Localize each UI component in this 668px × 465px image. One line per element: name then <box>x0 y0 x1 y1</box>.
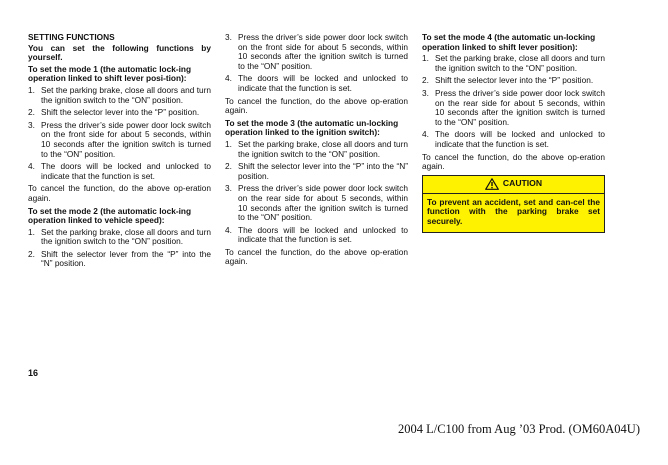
column-1 <box>28 33 211 272</box>
step-text: Press the driver’s side power door lock switch on the rear side for about 5 seconds, within 10 seconds after the ignition switch is turned to the “ON” position. <box>435 87 605 127</box>
cancel-note: To cancel the function, do the above op-eration again. <box>422 151 605 172</box>
step-text: The doors will be locked and unlocked to indicate that the function is set. <box>41 161 211 181</box>
section-heading: SETTING FUNCTIONS <box>28 32 115 42</box>
mode-1-steps <box>28 86 211 181</box>
step-text: Set the parking brake, close all doors and turn the ignition switch to the “ON” position. <box>41 226 211 247</box>
step-item <box>225 140 408 159</box>
cancel-note: To cancel the function, do the above op-eration again. <box>225 95 408 116</box>
step-item <box>422 76 605 86</box>
step-item <box>225 74 408 93</box>
intro-text: You can set the following functions by yourself. <box>28 42 211 63</box>
mode-3-steps <box>225 140 408 245</box>
step-item <box>225 162 408 181</box>
step-item <box>422 89 605 127</box>
step-number: 2. <box>28 248 35 259</box>
warning-triangle-icon <box>485 178 499 190</box>
step-text: Shift the selector lever into the “P” position. <box>41 107 200 118</box>
step-text: Press the driver’s side power door lock switch on the front side for about 5 seconds, within 10 seconds after the ignition switch is turned to the “ON” position. <box>238 32 408 71</box>
step-text: Shift the selector lever into the “P” position. <box>435 75 594 86</box>
mode-2-steps-continued <box>225 33 408 94</box>
step-item <box>422 54 605 73</box>
step-text: The doors will be locked and unlocked to indicate that the function is set. <box>238 73 408 93</box>
step-number: 1. <box>225 138 232 149</box>
step-number: 4. <box>422 129 429 140</box>
step-item <box>28 108 211 118</box>
step-number: 2. <box>28 107 35 118</box>
step-number: 4. <box>225 224 232 235</box>
step-item <box>28 162 211 181</box>
mode-1-title: To set the mode 1 (the automatic lock-ing operation linked to shift lever posi-tion): <box>28 63 192 84</box>
step-text: The doors will be locked and unlocked to indicate that the function is set. <box>435 129 605 149</box>
step-item <box>422 130 605 149</box>
step-number: 2. <box>422 75 429 86</box>
step-item <box>28 86 211 105</box>
step-text: Set the parking brake, close all doors and turn the ignition switch to the “ON” position. <box>435 53 605 73</box>
step-text: Set the parking brake, close all doors and turn the ignition switch to the “ON” position. <box>238 138 408 159</box>
mode-3-title: To set the mode 3 (the automatic un-locking operation linked to the ignition switch): <box>225 117 399 138</box>
step-number: 1. <box>28 226 35 237</box>
step-text: The doors will be locked and unlocked to indicate that the function is set. <box>238 224 408 245</box>
step-number: 3. <box>225 183 232 194</box>
step-text: Press the driver’s side power door lock switch on the front side for about 5 seconds, within 10 seconds after the ignition switch is turned to the “ON” position. <box>41 119 211 159</box>
step-item <box>28 121 211 159</box>
caution-box <box>422 175 605 233</box>
mode-2-steps <box>28 228 211 269</box>
step-item <box>225 33 408 71</box>
column-3 <box>422 33 605 233</box>
step-number: 2. <box>225 161 232 172</box>
mode-4-steps <box>422 54 605 149</box>
step-item <box>225 226 408 245</box>
step-number: 1. <box>422 53 429 64</box>
footer-text: 2004 L/C100 from Aug ’03 Prod. (OM60A04U) <box>397 422 640 436</box>
step-number: 3. <box>225 32 232 42</box>
mode-4-title: To set the mode 4 (the automatic un-locking operation linked to shift lever position): <box>422 32 596 52</box>
caution-header <box>423 176 604 194</box>
cancel-note: To cancel the function, do the above op-eration again. <box>225 246 408 267</box>
step-text: Set the parking brake, close all doors and turn the ignition switch to the “ON” position. <box>41 84 211 105</box>
mode-2-title: To set the mode 2 (the automatic lock-ing operation linked to vehicle speed): <box>28 205 192 226</box>
step-text: Press the driver’s side power door lock switch on the rear side for about 5 seconds, within 10 seconds after the ignition switch is turned to the “ON” position. <box>238 183 408 223</box>
step-text: Shift the selector lever into the “P” into the “N” position. <box>238 161 408 181</box>
step-text: Shift the selector lever from the “P” into the “N” position. <box>41 248 211 269</box>
page-number: 16 <box>28 368 39 378</box>
column-2 <box>225 33 408 270</box>
cancel-note: To cancel the function, do the above op-eration again. <box>28 183 211 203</box>
step-number: 3. <box>28 119 35 130</box>
step-item <box>28 250 211 269</box>
step-item <box>225 184 408 222</box>
caution-text: To prevent an accident, set and can-cel the function with the parking brake set securely. <box>423 194 604 232</box>
step-number: 3. <box>422 87 429 98</box>
step-number: 4. <box>225 73 232 84</box>
caution-title: CAUTION <box>502 178 543 189</box>
step-item <box>28 228 211 247</box>
step-number: 4. <box>28 161 35 172</box>
step-number: 1. <box>28 84 35 95</box>
